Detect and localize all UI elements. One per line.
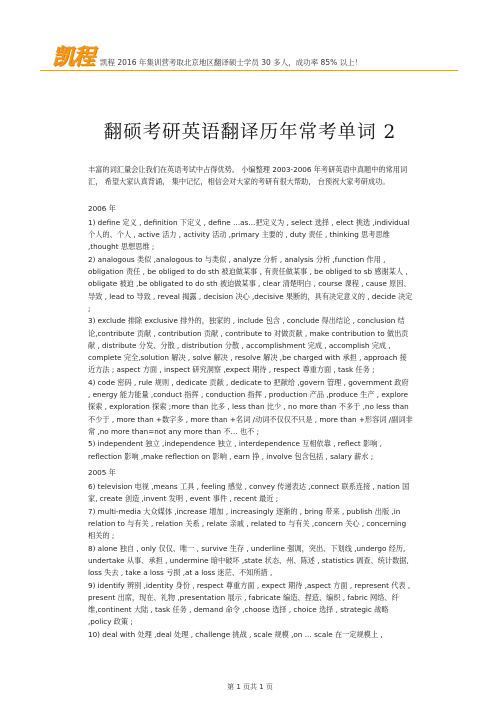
vocab-paragraph: 1) define 定义 , definition 下定义 , define …as…把定义为 , select 选择 , elect 挑选 ,individual 个人的、个人 , active 活力 , activity 活动 ,primary 主要的 , duty 责任 , thinking 思考思维 ,thought 思想思维 ; <box>88 217 410 252</box>
year-heading-2006: 2006 年 <box>88 203 116 213</box>
header-divider <box>40 70 458 71</box>
year-heading-2005: 2005 年 <box>88 467 116 477</box>
logo-text: 凯程 <box>52 45 95 70</box>
page-title: 翻硕考研英语翻译历年常考单词 2 <box>103 122 397 143</box>
vocab-paragraph: 5) independent 独立 ,independence 独立 , interdependence 互相依靠 , reflect 影响 , reflection 影响 ,make reflection on 影响 , earn 挣 , involve 包含包括 , salary 薪水 ; <box>88 439 382 461</box>
vocab-paragraph: 2) analogous 类似 ,analogous to 与类似 , analyze 分析 , analysis 分析 ,function 作用 , obligation 责任 , be obliged to do sth 被迫做某事 , 有责任做某事 , be obliged to sb 感谢某人 , obligate 被迫 ,be obligated to do sth 被迫做某事 , clear 清楚明白 , course 课程 , cause 原因、导致 , lead to 导致 , reveal 揭露 , decision 决心 ,decisive 果断的，具有决定意义的 , decide 决定 ; <box>88 254 413 313</box>
kaicheng-logo <box>44 38 106 68</box>
page-header <box>40 38 458 74</box>
vocab-paragraph: 7) multi-media 大众媒体 ,increase 增加 , increasingly 逐渐的 , bring 带来 , publish 出版 ,in relation to 与有关 , relation 关系 , relate 亲戚 , related to 与有关 ,concern 关心 , concerning 相关的 ; <box>88 506 407 541</box>
header-tagline: 凯程 2016 年集训营考取北京地区翻译硕士学员 30 多人，成功率 85% 以上！ <box>100 58 363 67</box>
vocab-paragraph: 6) television 电视 ,means 工具 , feeling 感觉 , convey 传递表达 ,connect 联系连接 , nation 国家, create 创造 ,invent 发明 , event 事件 , recent 最近 ; <box>88 482 410 504</box>
intro-paragraph: 丰富的词汇量会让我们在英语考试中占得优势。 小编整理 2003-2006 年考研英语中真题中的常用词汇， 希望大家认真背诵， 集中记忆，相信会对大家的考研有很大帮助， 台预祝大家考研成功。 <box>88 165 408 187</box>
document-body <box>88 164 413 641</box>
vocab-paragraph: 4) code 密码 , rule 规则 , dedicate 贡献 , dedicate to 把献给 ,govern 管理 , government 政府 , energy 能力能量 ,conduct 指挥 , conduction 指挥 , production 产品 ,produce 生产 , explore 探索 , exploration 探索 ;more than 比多 , less than 比少 , no more than 不多于 ,no less than 不少于 , more than +数字多 , more than +名词 /动词不仅仅不只是 , more than +形容词 /副词非常 ,no more than=not any more than 不… 也不 ; <box>88 377 413 436</box>
page-footer: 第 1 页共 1 页 <box>227 683 273 691</box>
vocab-paragraph: 10) deal with 处理 ,deal 处理 , challenge 挑战 , scale 规模 ,on … scale 在一定规模上 , <box>88 629 383 639</box>
vocab-paragraph: 8) alone 独自 , only 仅仅、唯一 , survive 生存 , underline 强调，突出、下划线 ,undergo 经历, undertake 从事、承担 , undermine 暗中破坏 ,state 状态、州、陈述 , statistics 调查、统计数据, loss 失去 , take a loss 亏损 ,at a loss 迷茫、不知所措 , <box>88 543 409 578</box>
vocab-paragraph: 3) exclude 排除 exclusive 排外的，独家的 , include 包含 , conclude 得出结论 , conclusion 结论,contribute 贡献 , contribution 贡献 , contribute to 对做贡献 , make contribution to 做出贡献 , distribute 分发、分散 , distribution 分散 , accomplishment 完成 , accomplish 完成 , complete 完全,solution 解决 , solve 解决 , resolve 解决 ,be charged with 承担 , approach 接近方法 ; aspect 方面 , inspect 研究洞察 ,expect 期待 , respect 尊重方面 , task 任务 ; <box>88 316 409 375</box>
vocab-paragraph: 9) identify 辨别 ,identity 身份 , respect 尊重方面 , expect 期待 ,aspect 方面 , represent 代表 , present 出席，现在、礼物 ,presentation 展示 , fabricate 编造、捏造、编织 , fabric 网络、纤维,continent 大陆 , task 任务 , demand 命令 ,choose 选择 , choice 选择 , strategic 战略 ,policy 政策 ; <box>88 580 411 627</box>
